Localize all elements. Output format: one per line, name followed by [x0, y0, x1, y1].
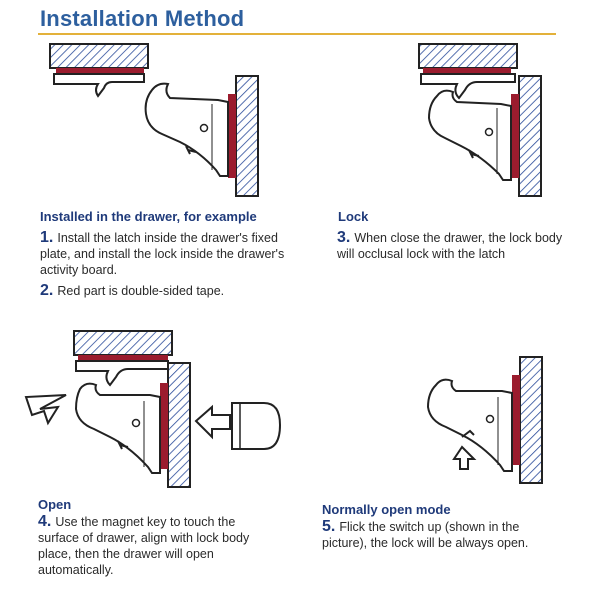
- step-number: 5.: [322, 518, 336, 535]
- step-text: When close the drawer, the lock body will occlusal lock with the latch: [337, 231, 563, 261]
- step-number: 3.: [337, 229, 351, 246]
- section-heading-lock: Lock: [338, 209, 369, 224]
- illustration-normal-open: [410, 355, 565, 495]
- section-heading-open: Open: [38, 497, 72, 512]
- step-4: [38, 514, 278, 578]
- illustration-installed: [40, 42, 270, 202]
- title-underline: [38, 33, 556, 35]
- rotate-arrow-icon: [26, 395, 66, 423]
- section-heading-drawer: Installed in the drawer, for example: [40, 209, 257, 224]
- drawer-board: [160, 363, 190, 487]
- page-title: Installation Method: [40, 6, 245, 31]
- section-heading-normal: Normally open mode: [322, 502, 451, 517]
- lock-body: [76, 384, 160, 473]
- step-text: Install the latch inside the drawer's fixed plate, and install the lock inside the drawer's activity board.: [40, 231, 285, 277]
- step-text: Flick the switch up (shown in the picture), the lock will be always open.: [322, 520, 529, 550]
- flick-up-arrow-icon: [454, 447, 474, 469]
- drawer-board: [228, 76, 258, 196]
- step-number: 4.: [38, 513, 52, 530]
- step-3: [337, 230, 577, 262]
- drawer-board: [512, 357, 542, 483]
- step-number: 1.: [40, 229, 54, 246]
- drawer-board: [511, 76, 541, 196]
- lock-body: [146, 84, 228, 176]
- step-number: 2.: [40, 282, 54, 299]
- push-arrow-icon: [196, 407, 230, 437]
- step-text: Use the magnet key to touch the surface of drawer, align with lock body place, then the drawer will open automatically.: [38, 515, 250, 577]
- illustration-lock: [415, 42, 565, 202]
- lock-body: [429, 91, 511, 180]
- step-text: Red part is double-sided tape.: [57, 284, 225, 298]
- fixed-plate: [419, 44, 517, 98]
- illustration-open: [18, 325, 288, 495]
- step-5: [322, 519, 567, 551]
- fixed-plate: [74, 331, 172, 385]
- magnet-key-icon: [232, 403, 280, 449]
- step-1: [40, 230, 300, 278]
- step-2: [40, 283, 300, 299]
- fixed-plate: [50, 44, 148, 96]
